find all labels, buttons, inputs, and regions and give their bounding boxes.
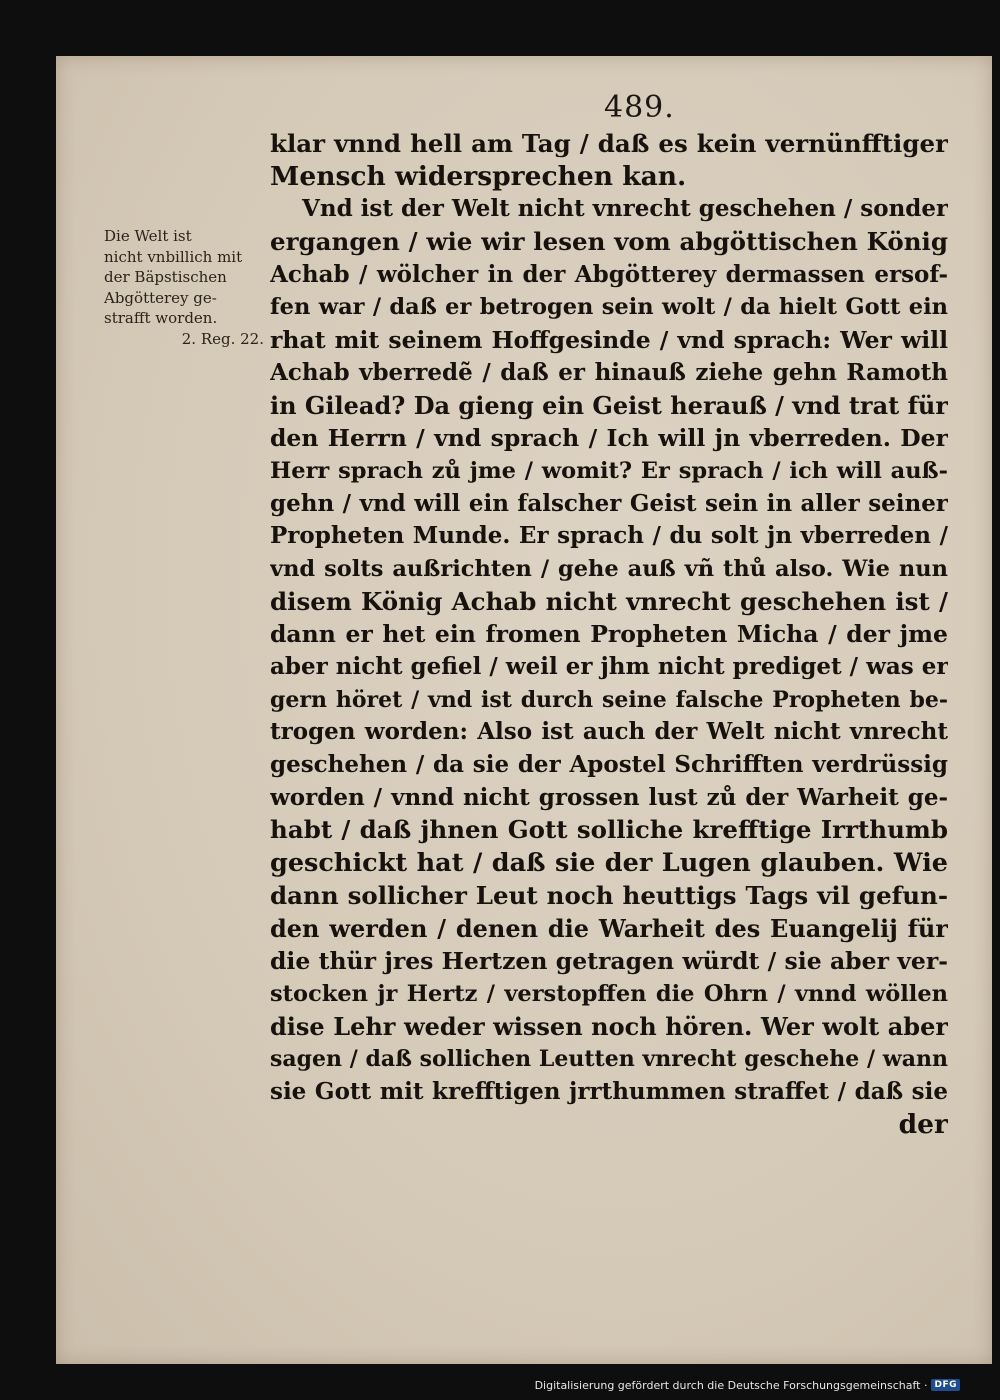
text-line: ergangen / wie wir lesen vom abgöttischen König — [270, 227, 948, 257]
text-line: klar vnnd hell am Tag / daß es kein vernünfftiger — [270, 129, 948, 158]
dfg-logo: DFG — [931, 1379, 960, 1391]
text-line: worden / vnnd nicht grossen lust zů der Warheit ge- — [270, 783, 948, 811]
marginal-note-line: strafft worden. — [104, 309, 218, 327]
text-line: disem König Achab nicht vnrecht geschehen ist / — [270, 586, 948, 616]
text-line: aber nicht gefiel / weil er jhm nicht prediget / was er — [270, 653, 948, 680]
text-line: die thür jres Hertzen getragen würdt / sie aber ver- — [270, 947, 948, 976]
text-line: dise Lehr weder wissen noch hören. Wer wolt aber — [270, 1011, 948, 1041]
marginal-note-line: Die Welt ist — [104, 227, 192, 245]
text-line: dann sollicher Leut noch heuttigs Tags vil gefun- — [270, 880, 948, 910]
digitization-credit — [535, 1376, 960, 1394]
text-line: Propheten Munde. Er sprach / du solt jn vberreden / — [270, 522, 948, 550]
text-line: trogen worden: Also ist auch der Welt nicht vnrecht — [270, 718, 948, 746]
text-line: gehn / vnd will ein falscher Geist sein in aller seiner — [270, 489, 948, 517]
credit-text: Digitalisierung gefördert durch die Deutsche Forschungsgemeinschaft · — [534, 1378, 928, 1392]
text-line: rhat mit seinem Hoffgesinde / vnd sprach: Wer will — [270, 326, 948, 355]
catchword: der — [898, 1108, 948, 1140]
text-line: fen war / daß er betrogen sein wolt / da hielt Gott ein — [270, 294, 948, 321]
text-line: den werden / denen die Warheit des Euangelij für — [270, 913, 948, 943]
marginal-note — [104, 226, 264, 349]
text-line: Vnd ist der Welt nicht vnrecht geschehen / sonder — [302, 195, 948, 223]
text-line: Herr sprach zů jme / womit? Er sprach / ich will auß- — [270, 457, 948, 484]
text-line: Achab / wölcher in der Abgötterey dermassen ersof- — [270, 260, 948, 288]
text-line: geschehen / da sie der Apostel Schrifften verdrüssig — [270, 751, 948, 779]
text-line: habt / daß jhnen Gott solliche krefftige Irrthumb — [270, 815, 948, 845]
page-number: 489. — [604, 90, 675, 125]
body-text — [270, 128, 948, 1141]
marginal-note-line: der Bäpstischen — [104, 268, 227, 286]
text-line: sagen / daß sollichen Leutten vnrecht geschehe / wann — [270, 1046, 948, 1073]
text-line: Mensch widersprechen kan. — [270, 160, 687, 192]
marginal-reference: 2. Reg. 22. — [181, 329, 264, 348]
text-line: stocken jr Hertz / verstopffen die Ohrn / vnnd wöllen — [270, 980, 948, 1007]
text-line: Achab vberredẽ / daß er hinauß ziehe gehn Ramoth — [270, 358, 948, 386]
text-line: den Herrn / vnd sprach / Ich will jn vberreden. Der — [270, 424, 948, 453]
text-line: dann er het ein fromen Propheten Micha / der jme — [270, 620, 948, 649]
marginal-note-line: nicht vnbillich mit — [104, 247, 243, 266]
text-line: vnd solts außrichten / gehe auß vñ thů also. Wie nun — [270, 555, 948, 582]
marginal-note-line: Abgötterey ge- — [104, 288, 217, 307]
text-line: in Gilead? Da gieng ein Geist herauß / vnd trat für — [270, 390, 948, 420]
text-line: gern höret / vnd ist durch seine falsche Propheten be- — [270, 686, 948, 713]
text-line: geschickt hat / daß sie der Lugen glauben. Wie — [270, 848, 948, 879]
text-line: sie Gott mit krefftigen jrrthummen straffet / daß sie — [270, 1077, 948, 1105]
